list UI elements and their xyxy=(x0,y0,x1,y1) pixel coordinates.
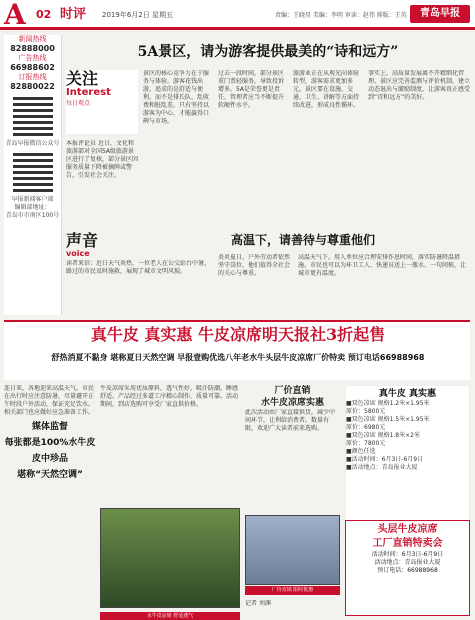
editors: 责编：王晓星 美编：李明 审读：赵伟 排版：王英 xyxy=(275,12,407,19)
voice-section xyxy=(66,232,138,258)
ad-subtitle: 工厂直销特卖会 xyxy=(372,538,443,549)
left-contact-column xyxy=(4,35,62,315)
section-title: 时评 xyxy=(60,7,87,22)
section-letter: A xyxy=(4,0,26,31)
price-item: ■双色凉席 规格1.2米×1.95米 xyxy=(346,400,430,407)
price-item: ■活动时间：6月3日-6月9日 xyxy=(346,456,424,463)
byline: 记者 刘渊 xyxy=(245,600,271,607)
promo-subtitle: 舒热消夏不黏身 堪称夏日天然空调 早报壹购优选八年老水牛头层牛皮凉席厂价特卖 预订电话66988968 xyxy=(51,353,425,362)
article-paragraph: 本报评论员 近日，文化和旅游部对全国5A级旅游景区进行了复核，部分景区因服务质量下降被摘牌或警告，引发社会关注。 xyxy=(66,140,138,179)
article-paragraph: 读者来信：近日天气炎热，一位老人在公交站台中暑，路过的市民及时施救，展现了城市文明风貌。 xyxy=(66,260,211,275)
address: 青岛市市南区100号 xyxy=(5,212,60,219)
lower-left-heading: 媒体监督 xyxy=(31,422,68,432)
focus-title: 关注 xyxy=(66,69,99,88)
photo-caption: 厂价直销 限时优惠 xyxy=(245,586,340,595)
lower-left-column xyxy=(4,385,96,615)
lower-left-heading: 堪称“天然空调” xyxy=(17,470,83,480)
focus-en: Interest xyxy=(66,87,111,98)
article-paragraph: 过去一段时间，部分景区重门票轻服务，导致投诉增多。5A是荣誉更是责任，管理者应当不断提升软硬件水平。 xyxy=(218,70,285,109)
hotline-label: 新闻热线 xyxy=(18,35,47,43)
article-paragraph: 旅游业正在从观光向体验转型，游客需求更加多元。景区要在设施、交通、卫生、讲解等方面持续改进，形成良性循环。 xyxy=(293,70,360,109)
ad-title: 头层牛皮凉席 xyxy=(377,524,438,535)
article-paragraph: 连日来，各地迎来高温天气。市民在出行时应注意防暑，尽量避开正午时段户外活动，保证充足饮水。相关部门也应做好应急准备工作。 xyxy=(4,385,95,416)
app-qr-icon xyxy=(13,152,53,192)
lower-mid-heading: 厂价直销 xyxy=(274,386,311,396)
article-paragraph: 景区的核心竞争力在于服务与体验。游客花钱出游，追求的是舒适与便利，而不是排长队、乱收费和脏乱差。只有坚持以游客为中心，才能赢得口碑与市场。 xyxy=(143,70,210,125)
price-list-heading: 真牛皮 真实惠 xyxy=(378,389,437,399)
article-paragraph: 高温天气下，用人单位应合理安排作息时间，落实防暑降温措施。市民也可以为环卫工人、快递员送上一瓶水、一句问候，让城市更有温度。 xyxy=(298,254,467,277)
qr-caption: 早报新闻客户端 xyxy=(11,196,54,203)
secondary-headline: 高温下，请善待与尊重他们 xyxy=(230,233,375,247)
focus-lead: 每日观点 xyxy=(66,100,91,107)
headline: 5A景区，请为游客提供最美的“诗和远方” xyxy=(137,44,399,60)
focus-section xyxy=(66,70,138,134)
sub-hotline-number: 82880022 xyxy=(10,82,55,91)
price-item: ■双色凉席 规格1.8米×2米 xyxy=(346,432,420,439)
price-item: ■活动地点：青岛报业大厦 xyxy=(346,464,418,471)
ad-line: 预订电话：66988968 xyxy=(377,567,438,574)
newspaper-logo: 青岛早报 xyxy=(410,5,470,23)
lower-mid-heading: 水牛皮凉席实惠 xyxy=(260,398,324,408)
product-photo xyxy=(245,515,340,585)
ad-hotline-label: 广告热线 xyxy=(18,54,47,62)
price-item: ■颜色任选 xyxy=(346,448,376,455)
ad-hotline-number: 66988602 xyxy=(10,63,55,72)
dateline: 2019年6月2日 星期五 xyxy=(102,11,173,19)
voice-title: 声音 xyxy=(66,231,99,250)
voice-en: voice xyxy=(66,249,90,258)
sub-hotline-label: 订报热线 xyxy=(18,73,47,81)
sale-advertisement xyxy=(345,520,470,616)
qr-caption: 青岛早报微信公众号 xyxy=(5,140,60,147)
price-item: ■双色凉席 规格1.5米×1.95米 xyxy=(346,416,430,423)
lower-left-heading: 每张都是100%水牛皮 xyxy=(4,438,96,448)
page-number: 02 xyxy=(36,8,52,21)
promo-title: 真牛皮 真实惠 牛皮凉席明天报社3折起售 xyxy=(90,325,386,344)
article-paragraph: 事实上，高质量发展离不开精细化管理。景区应完善监测与评价机制，建立动态退出与激励制度，让游客真正感受到“诗和远方”的美好。 xyxy=(368,70,470,101)
price-item: 原价：5800元 xyxy=(346,408,386,415)
price-item: 原价：6980元 xyxy=(346,424,386,431)
article-paragraph: 牛皮凉席采用优质原料，透气性好，吸汗防潮，睡感舒适。产品经过多道工序精心制作，质量可靠。活动期间，到店选购可享受厂家直供价格。 xyxy=(100,385,239,408)
photo-caption: 水牛皮凉席 舒适透气 xyxy=(100,612,240,620)
ad-line: 活动地点：青岛报业大厦 xyxy=(374,559,441,566)
address-label: 编辑部地址： xyxy=(14,204,51,211)
article-paragraph: 此次活动由厂家直接供货，减少中间环节，让利给消费者。数量有限，欢迎广大读者前来选购。 xyxy=(245,409,336,432)
wechat-qr-icon xyxy=(13,96,53,136)
price-item: 原价：7800元 xyxy=(346,440,386,447)
hotline-number: 82888000 xyxy=(10,44,55,53)
article-paragraph: 炎炎夏日，户外劳动者依然坚守岗位，他们值得全社会的关心与尊重。 xyxy=(218,254,291,277)
product-photo xyxy=(100,508,240,608)
ad-line: 活动时间：6月3日-6月9日 xyxy=(371,551,444,558)
lower-left-heading: 皮中珍品 xyxy=(31,454,68,464)
